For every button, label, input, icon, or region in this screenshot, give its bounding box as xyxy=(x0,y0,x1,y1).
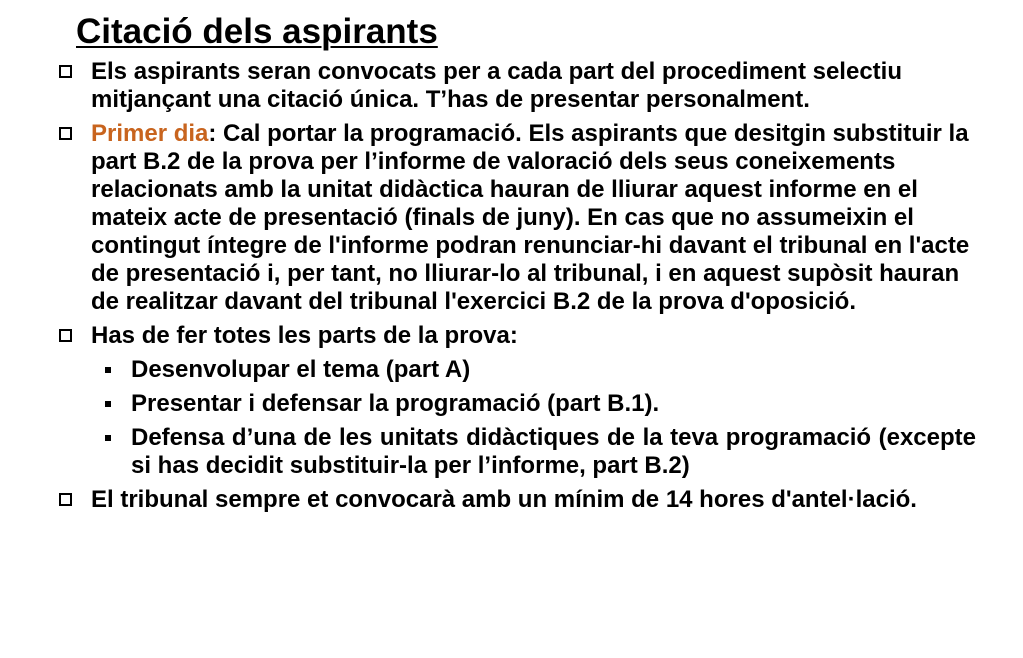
list-item-text: El tribunal sempre et convocarà amb un mínim de 14 hores d'antel·lació. xyxy=(91,486,917,513)
sub-list-item xyxy=(56,390,976,418)
list-item xyxy=(56,58,976,114)
list-item xyxy=(56,486,976,514)
sub-list-item xyxy=(56,424,976,480)
list-item xyxy=(56,322,976,350)
square-bullet-icon xyxy=(59,127,72,140)
list-item-text: : Cal portar la programació. Els aspirants que desitgin substituir la part B.2 de la prova per l’informe de valoració dels seus coneixements relacionats amb la unitat didàctica hauran de lliurar aquest informe en el mateix acte de presentació (finals de juny). En cas que no assumeixin el contingut íntegre de l'informe podran renunciar-hi davant el tribunal en l'acte de presentació i, per tant, no lliurar-lo al tribunal, i en aquest supòsit hauran de realitzar davant del tribunal l'exercici B.2 de la prova d'oposició. xyxy=(91,120,970,315)
sub-list-item-text: Defensa d’una de les unitats didàctiques de la teva programació (excepte si has decidit substituir-la per l’informe, part B.2) xyxy=(131,424,976,479)
list-item xyxy=(56,120,976,316)
highlight-text: Primer dia xyxy=(91,120,209,147)
sub-list-item xyxy=(56,356,976,384)
small-square-bullet-icon xyxy=(105,435,111,441)
bullet-list xyxy=(56,58,976,520)
square-bullet-icon xyxy=(59,493,72,506)
sub-list-item-text: Presentar i defensar la programació (part B.1). xyxy=(131,390,660,417)
list-item-text: Els aspirants seran convocats per a cada part del procediment selectiu mitjançant una citació única. T’has de presentar personalment. xyxy=(91,58,902,113)
small-square-bullet-icon xyxy=(105,401,111,407)
square-bullet-icon xyxy=(59,329,72,342)
sub-list-item-text: Desenvolupar el tema (part A) xyxy=(131,356,471,383)
small-square-bullet-icon xyxy=(105,367,111,373)
square-bullet-icon xyxy=(59,65,72,78)
page-title: Citació dels aspirants xyxy=(76,12,438,51)
list-item-text: Has de fer totes les parts de la prova: xyxy=(91,322,518,349)
